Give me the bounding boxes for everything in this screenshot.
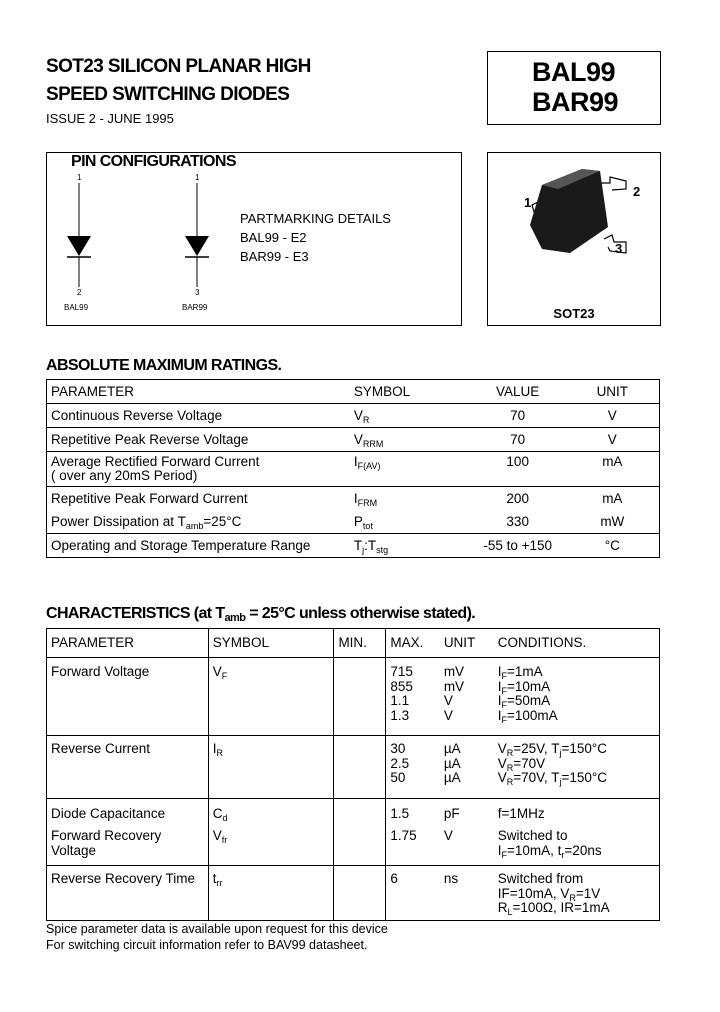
cond-text: R xyxy=(497,900,508,915)
max-cell xyxy=(386,658,440,736)
symbol-cell xyxy=(350,487,470,511)
min-cell xyxy=(334,799,386,830)
value-cell: -55 to +150 xyxy=(483,538,553,553)
unit-value: mV xyxy=(443,664,465,679)
unit-value: mV xyxy=(443,678,465,694)
max-value: 715 xyxy=(390,664,413,679)
cond-subscript: L xyxy=(507,907,513,917)
value-cell: 70 xyxy=(470,428,566,452)
cond-subscript: F xyxy=(501,700,508,710)
symbol-cell xyxy=(208,736,334,799)
absolute-max-heading: ABSOLUTE MAXIMUM RATINGS. xyxy=(46,357,282,374)
cond-text: V xyxy=(497,770,507,785)
col-max: MAX. xyxy=(386,629,440,658)
cond-subscript: F xyxy=(501,714,508,725)
conditions-cell xyxy=(494,736,660,799)
symbol-text: T xyxy=(353,538,363,553)
max-cell xyxy=(386,736,440,799)
symbol-text: V xyxy=(212,828,222,843)
col-min: MIN. xyxy=(334,629,386,658)
table-row xyxy=(47,866,660,921)
conditions-cell: f=1MHz xyxy=(497,806,545,821)
min-cell xyxy=(334,829,386,866)
cond-text: =10mA xyxy=(507,678,551,694)
part-number-box xyxy=(487,51,661,125)
unit-cell: V xyxy=(440,829,494,866)
partmarking-bar99: BAR99 - E3 xyxy=(240,249,309,264)
symbol-cell xyxy=(350,404,470,428)
min-cell xyxy=(334,736,386,799)
absolute-max-table xyxy=(46,379,660,558)
condition-line xyxy=(498,771,655,786)
param-cell: Reverse Current xyxy=(47,736,209,799)
table-row xyxy=(47,428,660,452)
condition-line xyxy=(498,694,655,709)
unit-value: µA xyxy=(443,755,461,771)
symbol-subscript: rr xyxy=(216,878,223,888)
condition-line xyxy=(498,887,655,902)
heading-text: CHARACTERISTICS (at T xyxy=(46,605,225,622)
cond-text: =10mA, t xyxy=(507,842,562,858)
symbol-cell xyxy=(350,428,470,452)
param-line-2: ( over any 20mS Period) xyxy=(51,468,198,483)
symbol-cell xyxy=(208,799,334,830)
cond-text: =20ns xyxy=(564,842,602,858)
param-cell: Operating and Storage Temperature Range xyxy=(51,538,311,553)
max-value: 1.3 xyxy=(390,707,410,723)
symbol-text: V xyxy=(353,408,363,423)
diode-symbol-bal99 xyxy=(57,183,101,291)
symbol-subscript: RRM xyxy=(362,439,384,449)
cond-text: =1V xyxy=(575,885,601,901)
cond-subscript: F xyxy=(501,849,508,860)
partmarking-title: PARTMARKING DETAILS xyxy=(240,211,391,226)
cond-text: I xyxy=(497,707,502,723)
max-cell: 6 xyxy=(386,866,440,921)
package-pin-3: 3 xyxy=(615,241,623,256)
symbol-subscript: j xyxy=(362,545,365,555)
table-header-row xyxy=(47,629,660,658)
symbol-cell xyxy=(350,452,470,487)
symbol-subscript: tot xyxy=(362,521,373,531)
unit-cell: V xyxy=(566,404,660,428)
cond-subscript: F xyxy=(501,671,508,681)
cond-text: =70V, T xyxy=(513,770,560,785)
symbol-text-2: :T xyxy=(364,538,377,553)
cond-text: =100Ω, IR=1mA xyxy=(512,900,610,915)
cond-text: =150°C xyxy=(561,741,607,756)
cond-text: I xyxy=(497,678,502,694)
table-row xyxy=(47,829,660,866)
symbol-subscript: R xyxy=(362,415,370,425)
cond-subscript: j xyxy=(559,777,562,787)
table-row xyxy=(47,799,660,830)
part-number-bal99: BAL99 xyxy=(532,57,616,87)
table-row xyxy=(47,534,660,558)
condition-line xyxy=(498,709,655,724)
condition-line xyxy=(498,680,655,695)
partmarking-bal99: BAL99 - E2 xyxy=(240,230,307,245)
col-parameter: PARAMETER xyxy=(47,629,209,658)
param-text-suffix: =25°C xyxy=(203,514,242,529)
unit-cell xyxy=(440,658,494,736)
min-cell xyxy=(334,658,386,736)
condition-line xyxy=(498,742,655,757)
symbol-cell xyxy=(350,510,470,534)
param-cell: Diode Capacitance xyxy=(51,806,166,821)
unit-cell: mW xyxy=(566,510,660,534)
symbol-subscript: fr xyxy=(221,835,228,845)
package-label: SOT23 xyxy=(553,306,595,321)
cond-text: I xyxy=(497,842,502,858)
table-row xyxy=(47,404,660,428)
cond-subscript: F xyxy=(501,685,508,696)
cond-text: =1mA xyxy=(507,664,543,679)
cond-text: I xyxy=(497,693,502,708)
cond-text: V xyxy=(497,741,507,756)
param-cell xyxy=(47,829,209,866)
unit-cell: V xyxy=(566,428,660,452)
diode2-pin-bottom: 3 xyxy=(195,288,200,297)
param-cell: Forward Voltage xyxy=(47,658,209,736)
param-cell: Reverse Recovery Time xyxy=(51,871,196,886)
symbol-cell xyxy=(208,658,334,736)
max-value: 30 xyxy=(390,741,406,756)
symbol-text: I xyxy=(353,454,358,469)
conditions-cell xyxy=(494,866,660,921)
table-row xyxy=(47,487,660,511)
condition-line xyxy=(498,665,655,680)
cond-text: =25V, T xyxy=(513,741,560,756)
package-pin-1: 1 xyxy=(524,195,532,210)
condition-line xyxy=(498,901,655,916)
symbol-subscript: R xyxy=(216,748,223,758)
title-line-2: SPEED SWITCHING DIODES xyxy=(46,84,290,105)
table-row xyxy=(47,510,660,534)
unit-value: V xyxy=(443,707,453,723)
symbol-cell xyxy=(350,534,470,558)
cond-text: =70V xyxy=(513,755,546,771)
col-value: VALUE xyxy=(470,380,566,404)
note-spice: Spice parameter data is available upon request for this device xyxy=(46,922,388,936)
symbol-text: t xyxy=(212,871,217,886)
cond-text: =150°C xyxy=(561,770,607,785)
conditions-cell xyxy=(494,829,660,866)
max-value: 855 xyxy=(390,678,413,694)
col-parameter: PARAMETER xyxy=(47,380,350,404)
unit-cell xyxy=(440,736,494,799)
param-cell: Repetitive Peak Forward Current xyxy=(51,491,248,506)
unit-cell: mA xyxy=(602,491,623,506)
pin-config-heading: PIN CONFIGURATIONS xyxy=(71,153,236,170)
diode1-name: BAL99 xyxy=(64,303,89,312)
condition-line xyxy=(498,844,655,859)
cond-text: I xyxy=(497,664,502,679)
symbol-subscript: F(AV) xyxy=(357,461,381,471)
col-unit: UNIT xyxy=(440,629,494,658)
cond-subscript: R xyxy=(569,892,576,903)
cond-subscript: j xyxy=(559,748,562,758)
issue-date: ISSUE 2 - JUNE 1995 xyxy=(46,111,174,126)
value-cell: 200 xyxy=(506,491,529,506)
cond-subscript: R xyxy=(506,762,514,773)
title-line-1: SOT23 SILICON PLANAR HIGH xyxy=(46,56,311,77)
diode2-name: BAR99 xyxy=(182,303,208,312)
diode1-pin-top: 1 xyxy=(77,173,82,182)
symbol-text: I xyxy=(353,491,358,506)
diode-symbol-bar99 xyxy=(175,183,219,291)
min-cell xyxy=(334,866,386,921)
cond-subscript: r xyxy=(561,849,565,860)
param-cell: Repetitive Peak Reverse Voltage xyxy=(47,428,350,452)
symbol-text: V xyxy=(212,664,222,679)
param-subscript: amb xyxy=(185,521,204,531)
diode2-pin-top: 1 xyxy=(195,173,200,182)
diode1-pin-bottom: 2 xyxy=(77,288,82,297)
heading-text-suffix: = 25°C unless otherwise stated). xyxy=(245,605,476,622)
condition-line xyxy=(498,757,655,772)
condition-line: Switched to xyxy=(497,828,568,843)
param-line-1: Average Rectified Forward Current xyxy=(51,454,260,469)
param-cell: Continuous Reverse Voltage xyxy=(47,404,350,428)
heading-subscript: amb xyxy=(224,612,246,624)
pin-configurations-box xyxy=(46,152,462,326)
cond-text: V xyxy=(497,755,507,771)
symbol-cell xyxy=(208,829,334,866)
table-header-row xyxy=(47,380,660,404)
value-cell: 70 xyxy=(470,404,566,428)
value-cell: 330 xyxy=(470,510,566,534)
cond-subscript: R xyxy=(506,777,514,787)
col-symbol: SYMBOL xyxy=(350,380,470,404)
max-cell: 1.75 xyxy=(386,829,440,866)
symbol-cell xyxy=(208,866,334,921)
symbol-text: V xyxy=(353,432,363,447)
part-number-bar99: BAR99 xyxy=(532,87,619,117)
package-box xyxy=(487,152,661,326)
symbol-text: P xyxy=(353,514,363,529)
symbol-text: C xyxy=(212,806,223,821)
cond-text: =100mA xyxy=(507,707,558,723)
characteristics-heading xyxy=(46,605,475,623)
col-symbol: SYMBOL xyxy=(208,629,334,658)
condition-line: Switched from xyxy=(497,871,584,886)
param-line-1: Forward Recovery xyxy=(51,828,162,843)
param-text: Power Dissipation at T xyxy=(51,514,186,529)
param-cell xyxy=(47,452,350,487)
max-cell: 1.5 xyxy=(386,799,440,830)
symbol-subscript: FRM xyxy=(357,498,378,508)
symbol-subscript: F xyxy=(221,671,228,681)
unit-cell: pF xyxy=(443,806,460,821)
value-cell: 100 xyxy=(470,452,566,487)
symbol-subscript-2: stg xyxy=(376,545,389,555)
characteristics-table xyxy=(46,628,660,921)
max-value: 2.5 xyxy=(390,755,410,771)
col-conditions: CONDITIONS. xyxy=(494,629,660,658)
unit-cell: °C xyxy=(604,538,620,553)
unit-value: µA xyxy=(443,741,461,756)
note-switching: For switching circuit information refer to BAV99 datasheet. xyxy=(46,938,368,952)
max-value: 50 xyxy=(390,770,406,785)
unit-value: V xyxy=(443,693,453,708)
cond-subscript: R xyxy=(506,748,514,758)
package-pin-2: 2 xyxy=(633,184,641,199)
param-line-2: Voltage xyxy=(51,842,97,858)
symbol-subscript: d xyxy=(222,813,228,823)
table-row xyxy=(47,452,660,487)
cond-text: =50mA xyxy=(507,693,551,708)
conditions-cell xyxy=(494,658,660,736)
unit-cell: ns xyxy=(443,871,459,886)
col-unit: UNIT xyxy=(566,380,660,404)
cond-text: IF=10mA, V xyxy=(497,885,570,901)
sot23-package-drawing xyxy=(522,163,642,273)
table-row xyxy=(47,658,660,736)
unit-cell: mA xyxy=(566,452,660,487)
param-cell xyxy=(47,510,350,534)
table-row xyxy=(47,736,660,799)
symbol-text: I xyxy=(212,741,217,756)
max-value: 1.1 xyxy=(390,693,410,708)
unit-value: µA xyxy=(443,770,461,785)
